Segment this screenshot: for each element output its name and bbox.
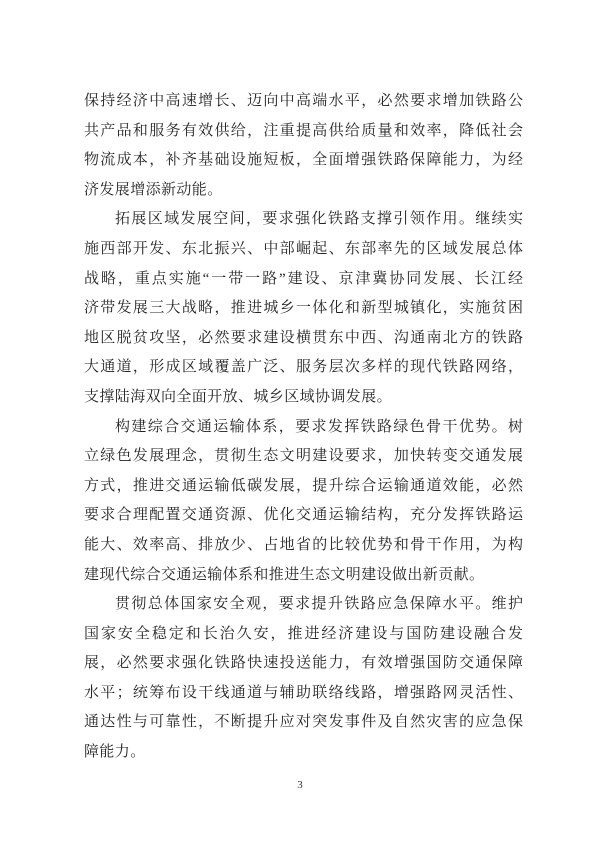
text-line: 要求合理配置交通资源、优化交通运输结构，充分发挥铁路运	[84, 507, 523, 524]
document-body	[84, 87, 523, 768]
text-line: 立绿色发展理念，贯彻生态文明建设要求，加快转变交通发展	[84, 448, 523, 465]
text-line: 地区脱贫攻坚，必然要求建设横贯东中西、沟通南北方的铁路	[84, 329, 523, 346]
text-line: 构建综合交通运输体系，要求发挥铁路绿色骨干优势。树	[115, 418, 523, 435]
text-line: 贯彻总体国家安全观，要求提升铁路应急保障水平。维护	[115, 596, 523, 613]
text-line: 拓展区域发展空间，要求强化铁路支撑引领作用。继续实	[115, 211, 523, 228]
text-line: 施西部开发、东北振兴、中部崛起、东部率先的区域发展总体	[84, 240, 523, 257]
text-line: 展，必然要求强化铁路快速投送能力，有效增强国防交通保障	[84, 655, 523, 672]
text-line: 战略，重点实施“一带一路”建设、京津冀协同发展、长江经	[84, 270, 523, 287]
text-line: 水平；统筹布设干线通道与辅助联络线路，增强路网灵活性、	[84, 684, 523, 701]
text-line: 大通道，形成区域覆盖广泛、服务层次多样的现代铁路网络，	[84, 359, 523, 376]
text-line: 共产品和服务有效供给，注重提高供给质量和效率，降低社会	[84, 122, 523, 139]
text-line: 障能力。	[84, 744, 146, 761]
text-line: 物流成本，补齐基础设施短板，全面增强铁路保障能力，为经	[84, 152, 523, 169]
text-line: 能大、效率高、排放少、占地省的比较优势和骨干作用，为构	[84, 536, 523, 553]
text-line: 支撑陆海双向全面开放、城乡区域协调发展。	[84, 388, 393, 405]
text-line: 建现代综合交通运输体系和推进生态文明建设做出新贡献。	[84, 566, 485, 583]
text-line: 保持经济中高速增长、迈向中高端水平，必然要求增加铁路公	[84, 93, 523, 109]
text-line: 国家安全稳定和长治久安，推进经济建设与国防建设融合发	[84, 625, 523, 642]
text-line: 通达性与可靠性，不断提升应对突发事件及自然灾害的应急保	[84, 714, 523, 731]
text-line: 方式，推进交通运输低碳发展，提升综合运输通道效能，必然	[84, 477, 523, 494]
text-line: 济带发展三大战略，推进城乡一体化和新型城镇化，实施贫困	[84, 300, 523, 317]
text-line: 济发展增添新动能。	[84, 181, 223, 198]
page-number: 3	[297, 779, 303, 791]
